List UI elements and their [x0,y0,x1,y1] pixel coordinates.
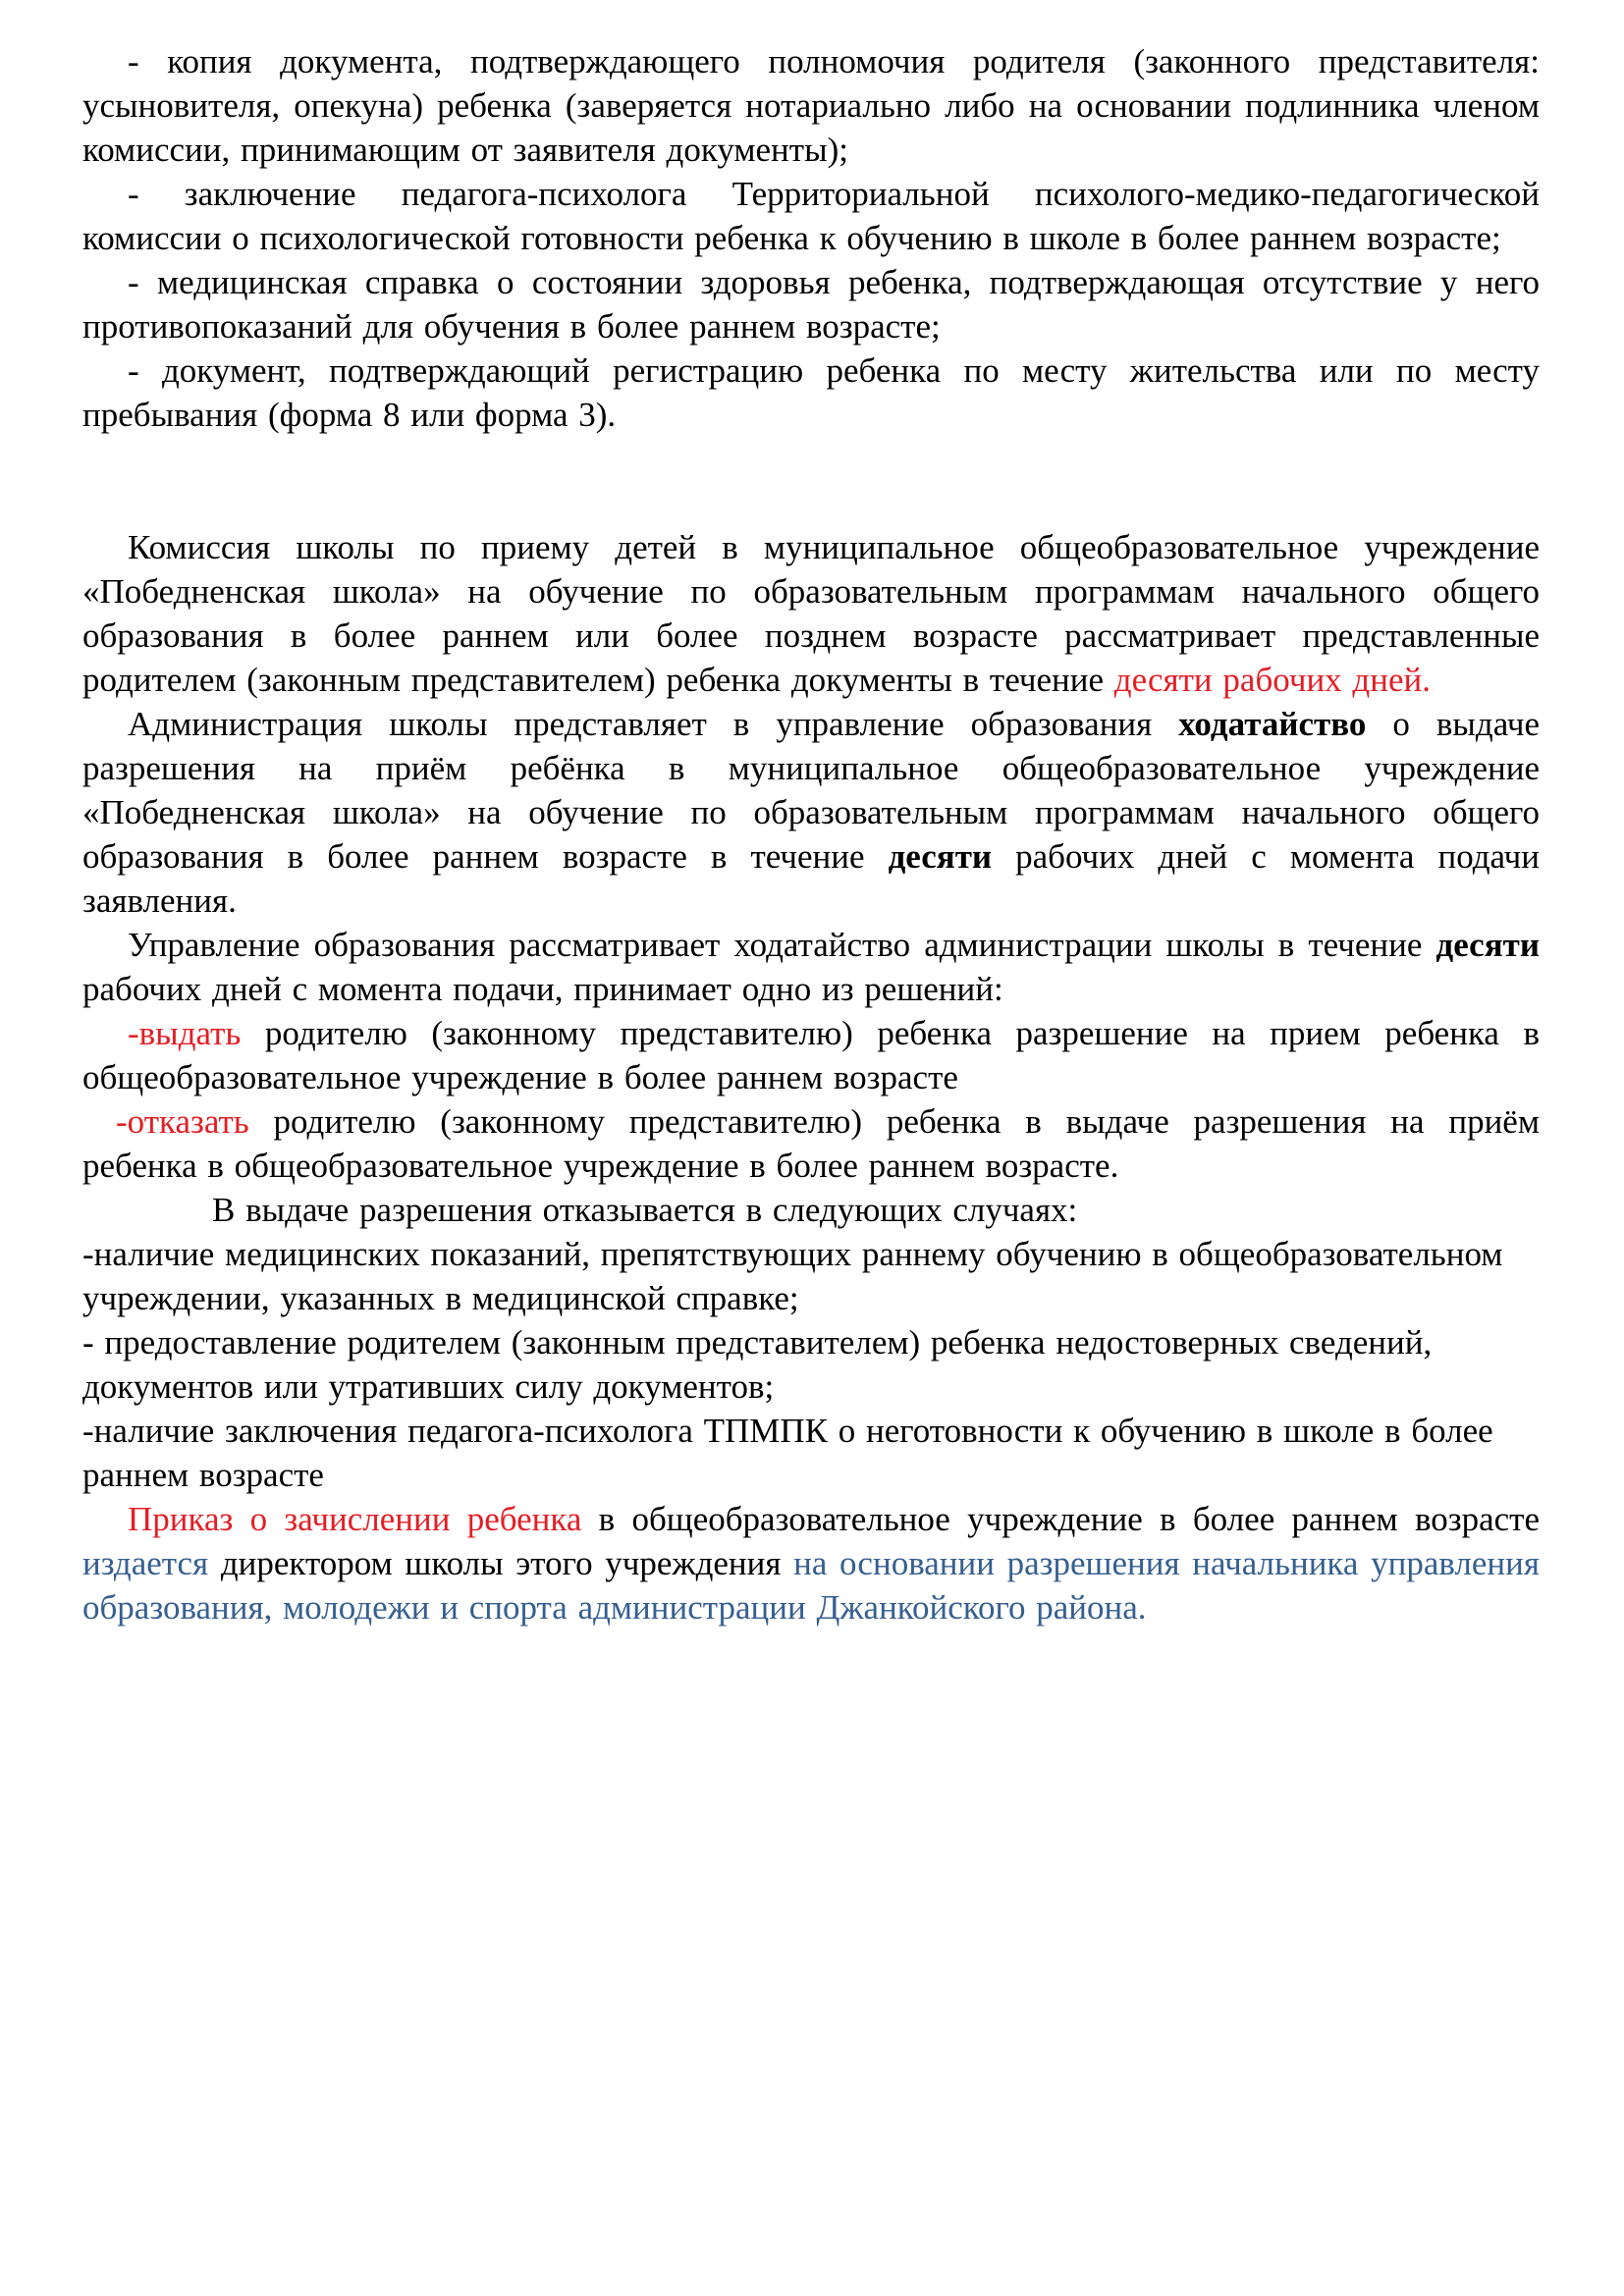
paragraph [82,1232,1540,1320]
paragraph [82,1409,1540,1497]
paragraph [82,923,1540,1011]
text-run: десяти [1435,926,1540,964]
paragraph [82,39,1540,172]
text-run: ходатайство [1178,705,1367,743]
text-run: -отказать [116,1102,249,1141]
text-run: - медицинская справка о состоянии здоровья ребенка, подтверждающая отсутствие у него противопоказаний для обучения в более раннем возрасте; [82,263,1540,346]
text-run: издается [82,1544,209,1582]
paragraph [82,702,1540,923]
text-run: десяти рабочих дней. [1113,661,1431,699]
paragraph [82,1188,1540,1232]
text-run: родителю (законному представителю) ребенка разрешение на прием ребенка в общеобразовательное учреждение в более раннем возрасте [82,1014,1540,1096]
text-run: - копия документа, подтверждающего полномочия родителя (законного представителя: усыновителя, опекуна) ребенка (заверяется нотариально либо на основании подлинника членом комиссии, принимающим от заявителя документы); [82,42,1540,169]
paragraph [82,1011,1540,1099]
text-run: Комиссия школы по приему детей в муниципальное общеобразовательное учреждение «Победненская школа» на обучение по образовательным программам начального общего образования в более раннем или более позднем возрасте рассматривает представленные родителем (законным представителем) ребенка документы в течение [82,528,1540,699]
paragraph [82,1320,1540,1409]
text-run: Приказ о зачислении ребенка [128,1500,582,1538]
text-run: -выдать [128,1014,242,1052]
text-run: - предоставление родителем (законным представителем) ребенка недостоверных сведений, документов или утративших силу документов; [82,1323,1433,1406]
text-run: родителю (законному представителю) ребенка в выдаче разрешения на приём ребенка в общеобразовательное учреждение в более раннем возрасте. [82,1102,1540,1185]
paragraph [82,260,1540,348]
text-run: - документ, подтверждающий регистрацию ребенка по месту жительства или по месту пребывания (форма 8 или форма 3). [82,351,1540,434]
text-run: рабочих дней с момента подачи заявления. [82,837,1540,920]
paragraph [82,525,1540,702]
paragraph [82,1099,1540,1188]
text-run: Управление образования рассматривает ходатайство администрации школы в течение [128,926,1436,964]
text-run: на основании разрешения начальника управления образования, молодежи и спорта администрации Джанкойского района. [82,1544,1540,1627]
paragraph [82,172,1540,260]
paragraph [82,1497,1540,1629]
text-run: -наличие заключения педагога-психолога ТПМПК о неготовности к обучению в школе в более раннем возрасте [82,1412,1493,1494]
text-run: в общеобразовательное учреждение в более раннем возрасте [581,1500,1540,1538]
paragraph [82,348,1540,437]
text-run: рабочих дней с момента подачи, принимает одно из решений: [82,970,1003,1008]
text-run: директором школы этого учреждения [208,1544,794,1582]
paragraph-spacer [82,437,1540,525]
text-run: В выдаче разрешения отказывается в следующих случаях: [212,1191,1078,1229]
text-run: о выдаче разрешения на приём ребёнка в муниципальное общеобразовательное учреждение «Победненская школа» на обучение по образовательным программам начального общего образования в более раннем возрасте в течение [82,705,1540,876]
text-run: -наличие медицинских показаний, препятствующих раннему обучению в общеобразовательном учреждении, указанных в медицинской справке; [82,1235,1503,1317]
text-run: - заключение педагога-психолога Территориальной психолого-медико-педагогической комиссии о психологической готовности ребенка к обучению в школе в более раннем возрасте; [82,175,1540,257]
text-run: Администрация школы представляет в управление образования [128,705,1179,743]
text-run: десяти [888,837,993,876]
